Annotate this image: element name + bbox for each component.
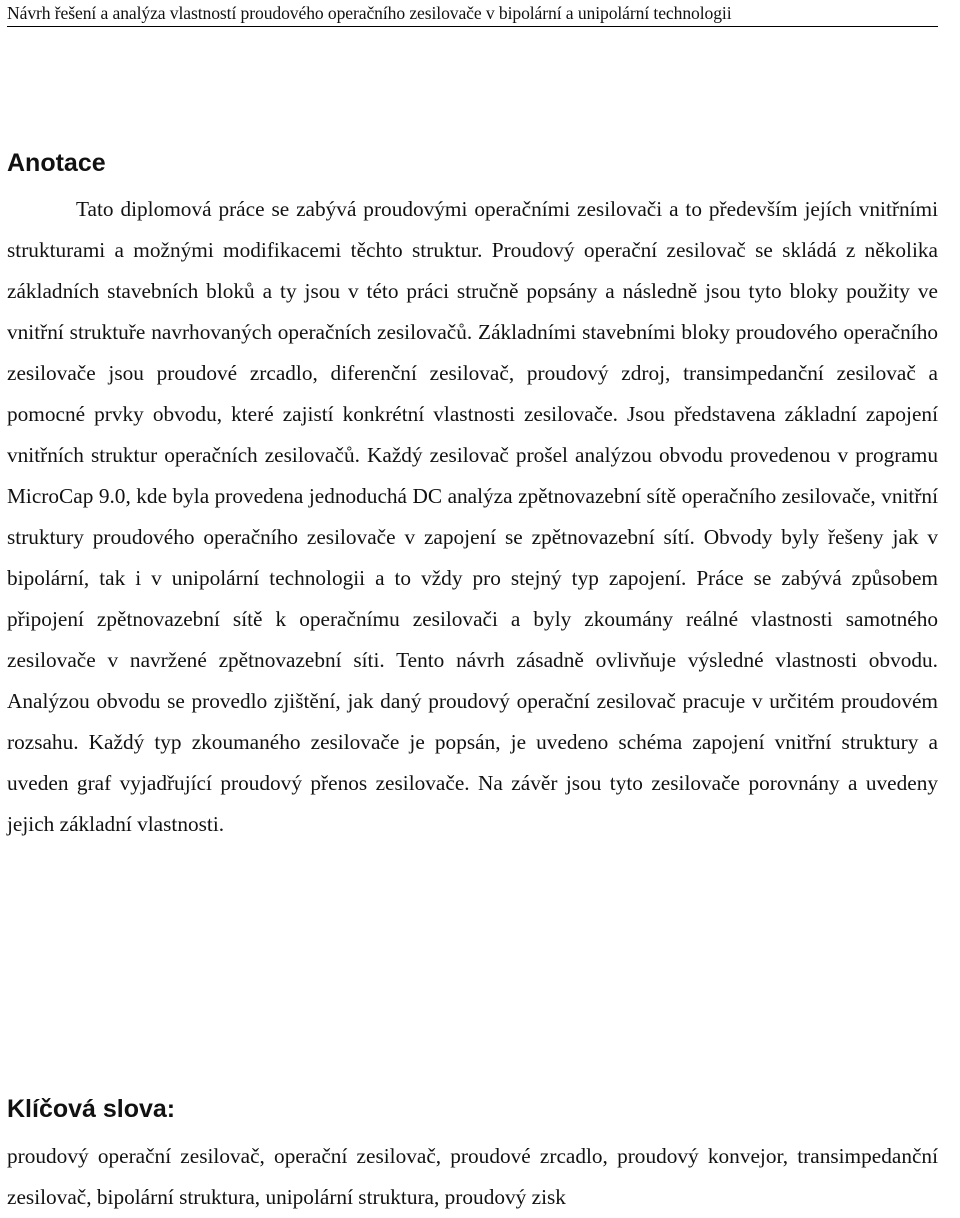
section-heading-abstract: Anotace (7, 149, 106, 177)
section-heading-keywords: Klíčová slova: (7, 1095, 176, 1123)
running-header: Návrh řešení a analýza vlastností proudového operačního zesilovače v bipolární a unipolární technologii (7, 0, 938, 27)
abstract-paragraph: Tato diplomová práce se zabývá proudovými operačními zesilovači a to především jejích vnitřními strukturami a možnými modifikacemi těchto struktur. Proudový operační zesilovač se skládá z několika základních stavebních bloků a ty jsou v této práci stručně popsány a následně jsou tyto bloky použity ve vnitřní struktuře navrhovaných operačních zesilovačů. Základními stavebními bloky proudového operačního zesilovače jsou proudové zrcadlo, diferenční zesilovač, proudový zdroj, transimpedanční zesilovač a pomocné prvky obvodu, které zajistí konkrétní vlastnosti zesilovače. Jsou představena základní zapojení vnitřních struktur operačních zesilovačů. Každý zesilovač prošel analýzou obvodu provedenou v programu MicroCap 9.0, kde byla provedena jednoduchá DC analýza zpětnovazební sítě operačního zesilovače, vnitřní struktury proudového operačního zesilovače v zapojení se zpětnovazební sítí. Obvody byly řešeny jak v bipolární, tak i v unipolární technologii a to vždy pro stejný typ zapojení. Práce se zabývá způsobem připojení zpětnovazební sítě k operačnímu zesilovači a byly zkoumány reálné vlastnosti samotného zesilovače v navržené zpětnovazební síti. Tento návrh zásadně ovlivňuje výsledné vlastnosti obvodu. Analýzou obvodu se provedlo zjištění, jak daný proudový operační zesilovač pracuje v určitém proudovém rozsahu. Každý typ zkoumaného zesilovače je popsán, je uvedeno schéma zapojení vnitřní struktury a uveden graf vyjadřující proudový přenos zesilovače. Na závěr jsou tyto zesilovače porovnány a uvedeny jejich základní vlastnosti. (7, 197, 938, 836)
keywords-paragraph: proudový operační zesilovač, operační zesilovač, proudové zrcadlo, proudový konvejor, transimpedanční zesilovač, bipolární struktura, unipolární struktura, proudový zisk (7, 1144, 938, 1209)
